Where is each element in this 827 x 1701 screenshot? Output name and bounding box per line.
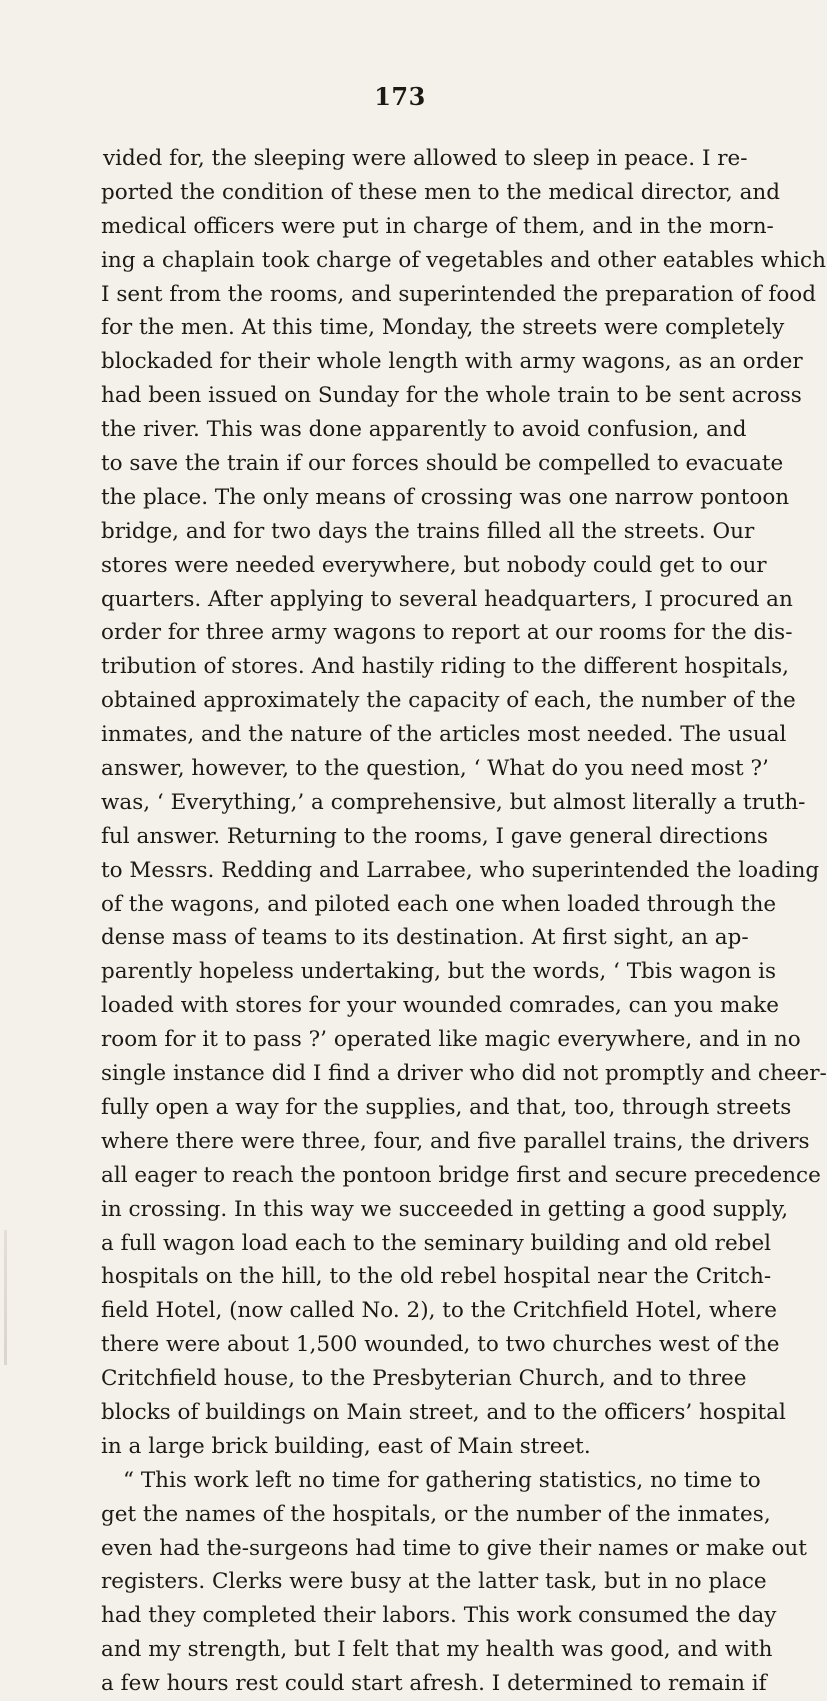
page-edge-shadow <box>4 1230 7 1365</box>
text-line: the river. This was done apparently to avoid confusion, and <box>101 417 747 443</box>
text-line: medical officers were put in charge of them, and in the morn- <box>101 213 774 239</box>
text-line: ing a chaplain took charge of vegetables and other eatables which <box>101 247 826 273</box>
text-line: to Messrs. Redding and Larrabee, who superintended the loading <box>101 857 820 883</box>
page-number: 173 <box>374 82 426 111</box>
text-line: even had the-surgeons had time to give their names or make out <box>101 1535 807 1561</box>
text-line: of the wagons, and piloted each one when loaded through the <box>101 891 777 917</box>
text-line: blocks of buildings on Main street, and to the officers’ hospital <box>101 1399 786 1425</box>
text-line: loaded with stores for your wounded comrades, can you make <box>101 993 779 1019</box>
text-line: get the names of the hospitals, or the number of the inmates, <box>101 1501 771 1527</box>
text-line: ported the condition of these men to the medical director, and <box>101 179 780 205</box>
text-line: quarters. After applying to several headquarters, I procured an <box>101 586 793 612</box>
text-line: registers. Clerks were busy at the latter task, but in no place <box>101 1569 767 1595</box>
text-line: a full wagon load each to the seminary building and old rebel <box>101 1230 772 1256</box>
text-line: single instance did I find a driver who did not promptly and cheer- <box>101 1061 827 1087</box>
text-line: dense mass of teams to its destination. At first sight, an ap- <box>101 925 749 951</box>
text-line: parently hopeless undertaking, but the words, ‘ Tbis wagon is <box>101 959 777 985</box>
text-line: blockaded for their whole length with army wagons, as an order <box>101 349 803 375</box>
text-line: was, ‘ Everything,’ a comprehensive, but almost literally a truth- <box>101 789 806 815</box>
text-line: for the men. At this time, Monday, the streets were completely <box>101 315 785 341</box>
text-line: had they completed their labors. This work consumed the day <box>101 1603 777 1629</box>
text-line: tribution of stores. And hastily riding to the different hospitals, <box>101 654 789 680</box>
text-line: in crossing. In this way we succeeded in getting a good supply, <box>101 1196 789 1222</box>
text-line: in a large brick building, east of Main street. <box>101 1433 591 1459</box>
text-line: “ This work left no time for gathering statistics, no time to <box>123 1467 761 1493</box>
text-line: Critchfield house, to the Presbyterian Church, and to three <box>101 1366 747 1392</box>
text-line: ful answer. Returning to the rooms, I gave general directions <box>101 823 768 849</box>
text-line: there were about 1,500 wounded, to two churches west of the <box>101 1332 780 1358</box>
text-line: all eager to reach the pontoon bridge first and secure precedence <box>101 1162 821 1188</box>
text-line: fully open a way for the supplies, and that, too, through streets <box>101 1094 792 1120</box>
text-line: had been issued on Sunday for the whole train to be sent across <box>101 383 802 409</box>
text-line: and my strength, but I felt that my health was good, and with <box>101 1637 773 1663</box>
text-line: room for it to pass ?’ operated like magic everywhere, and in no <box>101 1027 801 1053</box>
text-line: I sent from the rooms, and superintended the preparation of food <box>101 281 817 307</box>
text-line: a few hours rest could start afresh. I determined to remain if <box>101 1671 767 1697</box>
text-line: vided for, the sleeping were allowed to sleep in peace. I re- <box>103 146 748 171</box>
text-line: stores were needed everywhere, but nobody could get to our <box>101 552 767 578</box>
text-line: hospitals on the hill, to the old rebel hospital near the Critch- <box>101 1264 772 1290</box>
text-line: where there were three, four, and five parallel trains, the drivers <box>101 1128 810 1154</box>
text-line: answer, however, to the question, ‘ What do you need most ?’ <box>101 756 769 782</box>
text-line: the place. The only means of crossing was one narrow pontoon <box>101 484 790 510</box>
text-line: order for three army wagons to report at our rooms for the dis- <box>101 620 793 646</box>
text-line: obtained approximately the capacity of each, the number of the <box>101 688 796 714</box>
text-line: inmates, and the nature of the articles most needed. The usual <box>101 722 787 748</box>
body-text <box>101 142 827 1701</box>
text-line: to save the train if our forces should be compelled to evacuate <box>101 451 784 477</box>
text-line: field Hotel, (now called No. 2), to the Critchfield Hotel, where <box>101 1298 777 1324</box>
text-line: bridge, and for two days the trains filled all the streets. Our <box>101 518 755 544</box>
